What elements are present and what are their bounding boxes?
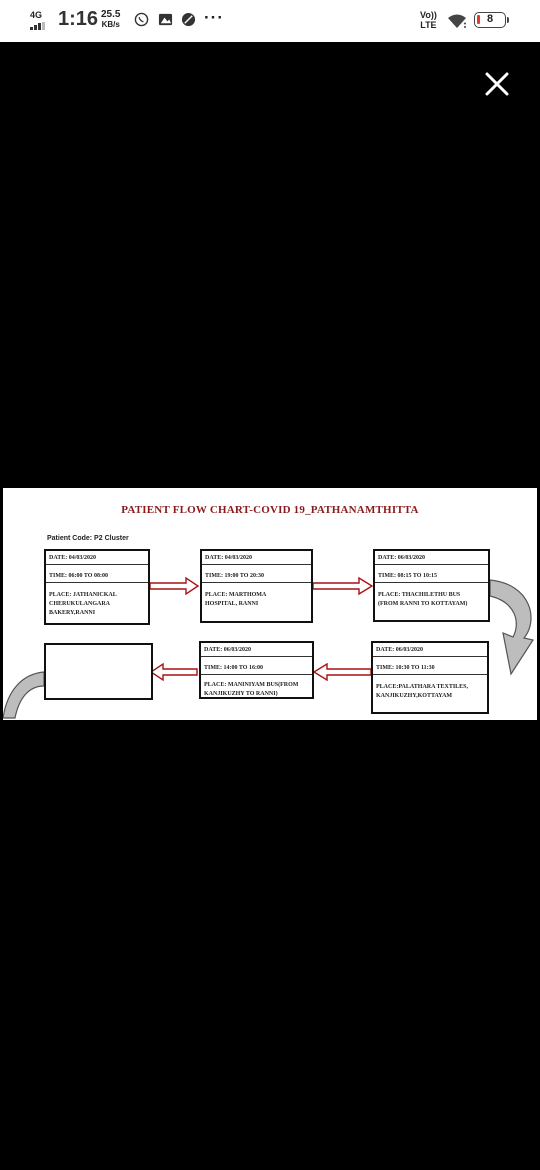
clock: 1:16 (58, 8, 99, 30)
whatsapp-icon (134, 12, 149, 27)
box4-time: TIME: 10:30 TO 11:30 (373, 663, 487, 675)
arrow-left-1 (314, 664, 371, 680)
volte-top: Vo)) (420, 10, 437, 20)
box1-date: DATE: 04/03/2020 (46, 553, 148, 565)
box5-place-line1: PLACE: MANINIYAM BUS(FROM (204, 682, 299, 688)
box3-time: TIME: 08:15 TO 10:15 (375, 571, 488, 583)
flow-box-1 (44, 549, 150, 625)
arrow-left-2 (151, 664, 197, 680)
volte-bottom: LTE (420, 20, 437, 30)
gallery-icon (158, 12, 173, 27)
network-type: 4G (30, 10, 43, 20)
volte-indicator (420, 10, 437, 30)
box4-date: DATE: 06/03/2020 (373, 645, 487, 657)
box1-time: TIME: 06:00 TO 08:00 (46, 571, 148, 583)
signal-icon (30, 22, 48, 30)
battery-icon (474, 12, 506, 28)
status-bar (0, 0, 540, 42)
flow-box-2 (200, 549, 313, 623)
box5-place-line2: KANJIKUZHY TO RANNI) (204, 691, 278, 697)
box2-place-line2: HOSPITAL, RANNI (205, 601, 259, 607)
battery-cap (507, 17, 509, 23)
wifi-icon (447, 13, 467, 29)
box3-place-line1: PLACE: THACHILETHU BUS (378, 592, 461, 598)
box4-place-line1: PLACE:PALATHARA TEXTILES, (376, 684, 469, 690)
network-speed (101, 10, 120, 30)
chart-title: PATIENT FLOW CHART-COVID 19_PATHANAMTHITTA (121, 504, 419, 516)
box1-place-line2: CHERUKULANGARA (49, 601, 111, 607)
box1-place-line1: PLACE: JATHANICKAL (49, 592, 117, 598)
speed-unit: KB/s (101, 20, 120, 29)
box2-time: TIME: 19:00 TO 20:30 (202, 571, 311, 583)
leaf-app-icon (181, 12, 196, 27)
flow-box-3 (373, 549, 490, 622)
battery-level: 8 (486, 13, 494, 25)
box1-place-line3: BAKERY,RANNI (49, 610, 96, 616)
box5-time: TIME: 14:00 TO 16:00 (201, 663, 312, 675)
box2-place-line1: PLACE: MARTHOMA (205, 592, 267, 598)
box2-date: DATE: 04/03/2020 (202, 553, 311, 565)
box3-date: DATE: 06/03/2020 (375, 553, 488, 565)
more-notifications-icon: ··· (204, 8, 224, 27)
box4-place-line2: KANJIKUZHY,KOTTAYAM (376, 693, 453, 699)
speed-value: 25.5 (101, 9, 121, 20)
flow-box-5 (199, 641, 314, 699)
patient-code: Patient Code: P2 Cluster (47, 535, 129, 542)
flow-box-6-empty (44, 643, 153, 700)
box5-date: DATE: 06/03/2020 (201, 645, 312, 657)
curved-arrow-left (3, 672, 44, 718)
box3-place-line2: (FROM RANNI TO KOTTAYAM) (378, 601, 468, 607)
curved-arrow-right (490, 580, 533, 674)
arrow-right-2 (313, 578, 372, 594)
arrow-right-1 (150, 578, 198, 594)
flowchart-image (3, 488, 537, 720)
close-icon[interactable] (484, 71, 510, 97)
flow-box-4 (371, 641, 489, 714)
